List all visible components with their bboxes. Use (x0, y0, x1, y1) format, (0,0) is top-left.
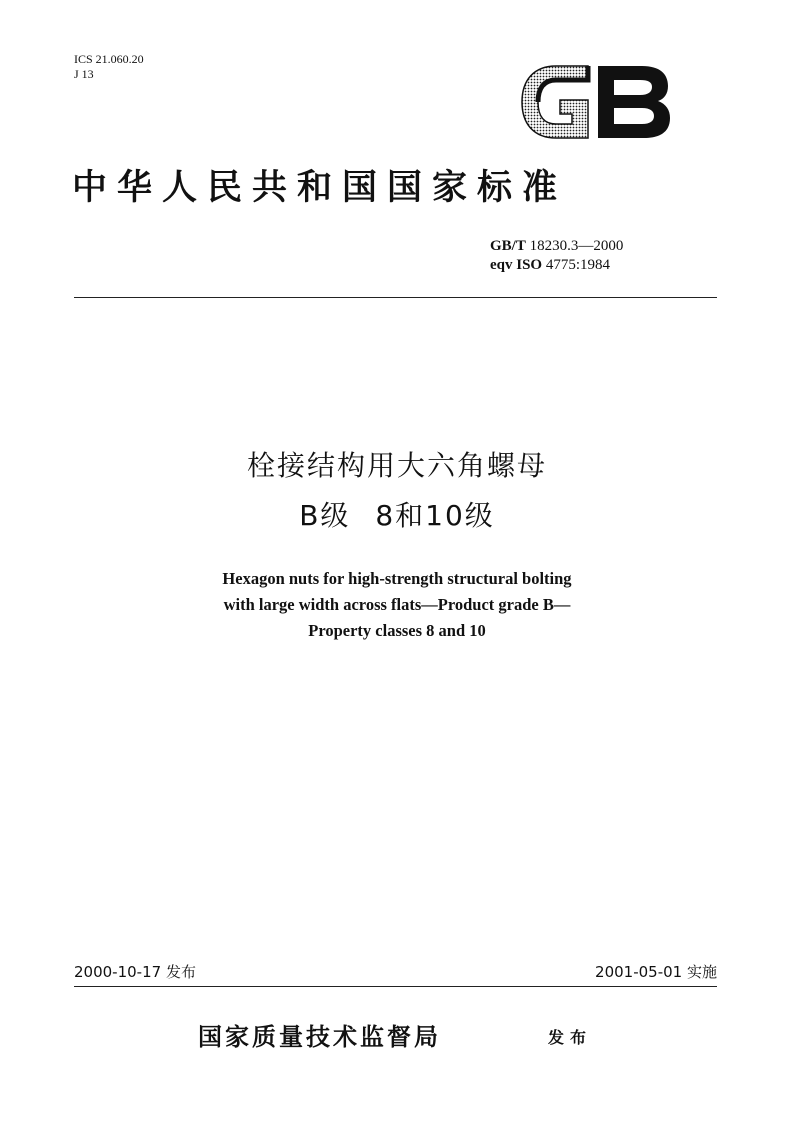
chinese-title-line-2: B级 8和10级 (299, 499, 495, 532)
english-title-line-3: Property classes 8 and 10 (308, 621, 486, 640)
standard-number-value: 18230.3—2000 (525, 238, 624, 254)
equivalent-standard (490, 256, 623, 275)
effective-date: 2001-05-01 实施 (595, 963, 717, 981)
header-divider (74, 297, 717, 298)
ics-code: ICS 21.060.20 (74, 52, 144, 66)
publisher-name: 国家质量技术监督局 (198, 1022, 441, 1051)
ccs-code: J 13 (74, 67, 94, 81)
english-title-line-2: with large width across flats—Product grade B— (223, 595, 571, 614)
standard-number (490, 237, 623, 256)
standard-number-prefix: GB/T (490, 238, 526, 254)
dates-row (74, 960, 717, 984)
publish-label: 发布 (548, 1028, 593, 1047)
equivalent-prefix: eqv ISO (490, 257, 543, 273)
equivalent-value: 4775:1984 (542, 257, 611, 273)
footer-divider (74, 986, 717, 987)
national-standard-title: 中华人民共和国国家标准 (72, 167, 568, 208)
gb-logo (518, 60, 674, 144)
english-title-line-1: Hexagon nuts for high-strength structural bolting (222, 569, 572, 588)
english-title (0, 566, 794, 644)
standard-number-block (490, 237, 623, 275)
issue-date: 2000-10-17 发布 (74, 963, 196, 981)
chinese-title-line-1: 栓接结构用大六角螺母 (246, 449, 547, 482)
ics-classification (74, 52, 144, 82)
